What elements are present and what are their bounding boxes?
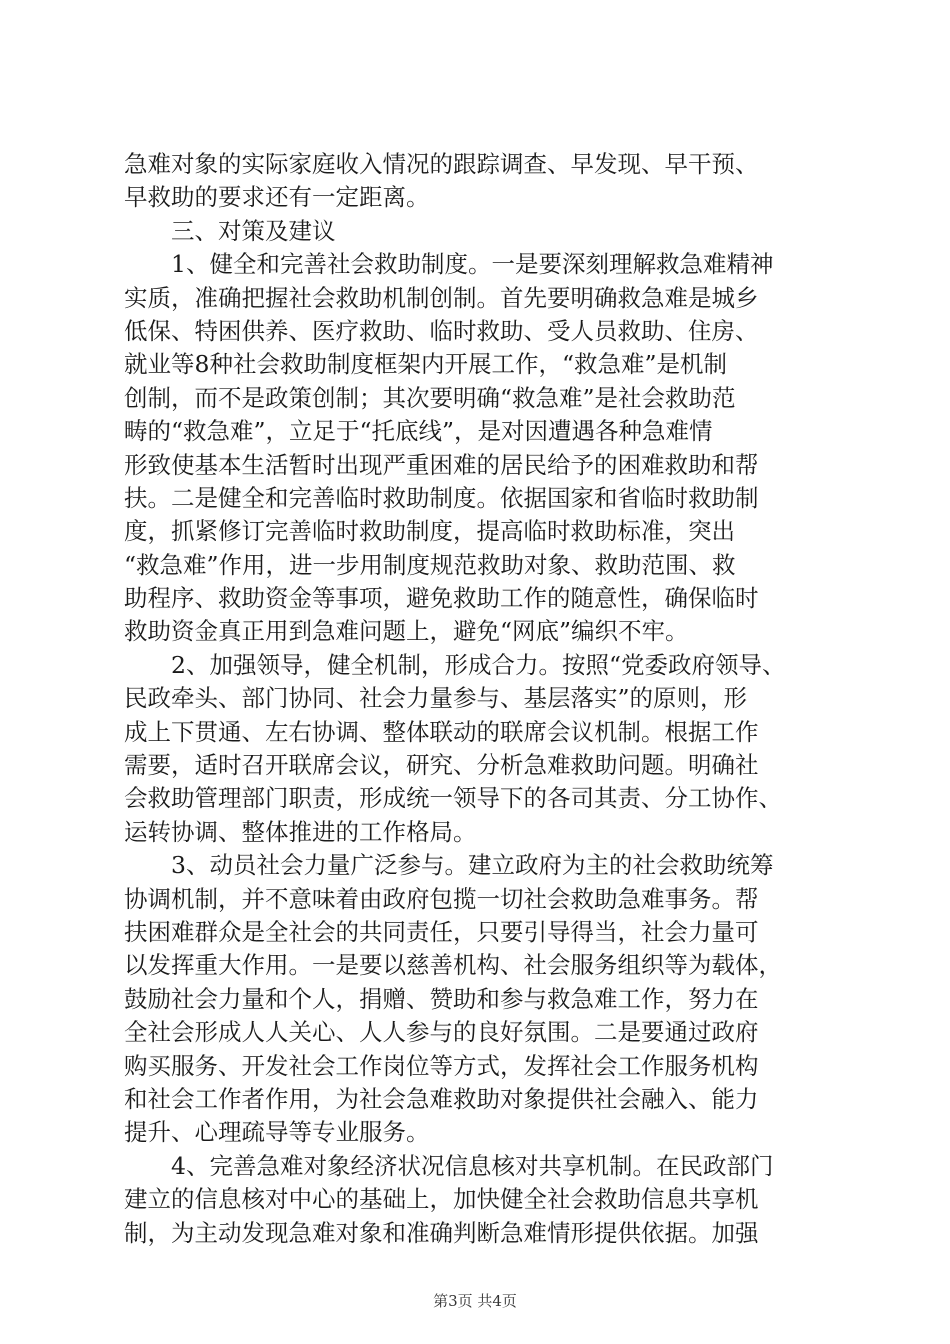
section-heading: 三、对策及建议 xyxy=(171,216,336,245)
text-line: 运转协调、整体推进的工作格局。 xyxy=(124,817,477,846)
text-line: 畴的“救急难”，立足于“托底线”，是对因遭遇各种急难情 xyxy=(124,417,713,446)
paragraph-start: 2、加强领导，健全机制，形成合力。按照“党委政府领导、 xyxy=(171,650,786,679)
text-line: 需要，适时召开联席会议，研究、分析急难救助问题。明确社 xyxy=(124,751,759,780)
text-line: 民政牵头、部门协同、社会力量参与、基层落实”的原则，形 xyxy=(124,684,748,713)
text-line: 救助资金真正用到急难问题上，避免“网底”编织不牢。 xyxy=(124,617,689,646)
text-line: 会救助管理部门职责，形成统一领导下的各司其责、分工协作、 xyxy=(124,784,782,813)
text-line: 度，抓紧修订完善临时救助制度，提高临时救助标准，突出 xyxy=(124,517,735,546)
text-line: 购买服务、开发社会工作岗位等方式，发挥社会工作服务机构 xyxy=(124,1051,759,1080)
paragraph-start: 4、完善急难对象经济状况信息核对共享机制。在民政部门 xyxy=(171,1151,774,1180)
text-line: 建立的信息核对中心的基础上，加快健全社会救助信息共享机 xyxy=(124,1185,759,1214)
text-line: 鼓励社会力量和个人，捐赠、赞助和参与救急难工作，努力在 xyxy=(124,984,759,1013)
text-line: 以发挥重大作用。一是要以慈善机构、社会服务组织等为载体， xyxy=(124,951,782,980)
text-line: 低保、特困供养、医疗救助、临时救助、受人员救助、住房、 xyxy=(124,316,759,345)
paragraph-start: 1、健全和完善社会救助制度。一是要深刻理解救急难精神 xyxy=(171,250,774,279)
paragraph-start: 3、动员社会力量广泛参与。建立政府为主的社会救助统筹 xyxy=(171,851,774,880)
page-number-footer: 第3页 共4页 xyxy=(433,1292,517,1310)
text-line: 制，为主动发现急难对象和准确判断急难情形提供依据。加强 xyxy=(124,1218,759,1247)
document-body xyxy=(124,148,836,1250)
text-line: 形致使基本生活暂时出现严重困难的居民给予的困难救助和帮 xyxy=(124,450,759,479)
text-line: 急难对象的实际家庭收入情况的跟踪调查、早发现、早干预、 xyxy=(124,150,759,178)
text-line: 和社会工作者作用，为社会急难救助对象提供社会融入、能力 xyxy=(124,1084,759,1113)
text-line: 提升、心理疏导等专业服务。 xyxy=(124,1118,430,1147)
text-line: 就业等8种社会救助制度框架内开展工作，“救急难”是机制 xyxy=(124,350,727,379)
text-line: 扶。二是健全和完善临时救助制度。依据国家和省临时救助制 xyxy=(124,483,759,512)
text-line: 创制，而不是政策创制；其次要明确“救急难”是社会救助范 xyxy=(124,383,736,412)
text-line: 协调机制，并不意味着由政府包揽一切社会救助急难事务。帮 xyxy=(124,884,759,913)
text-line: “救急难”作用，进一步用制度规范救助对象、救助范围、救 xyxy=(124,550,736,579)
text-line: 实质，准确把握社会救助机制创制。首先要明确救急难是城乡 xyxy=(124,283,759,312)
text-line: 助程序、救助资金等事项，避免救助工作的随意性，确保临时 xyxy=(124,584,759,613)
text-line: 早救助的要求还有一定距离。 xyxy=(124,183,430,212)
text-line: 全社会形成人人关心、人人参与的良好氛围。二是要通过政府 xyxy=(124,1018,759,1047)
text-line: 成上下贯通、左右协调、整体联动的联席会议机制。根据工作 xyxy=(124,717,759,746)
text-line: 扶困难群众是全社会的共同责任，只要引导得当，社会力量可 xyxy=(124,917,759,946)
